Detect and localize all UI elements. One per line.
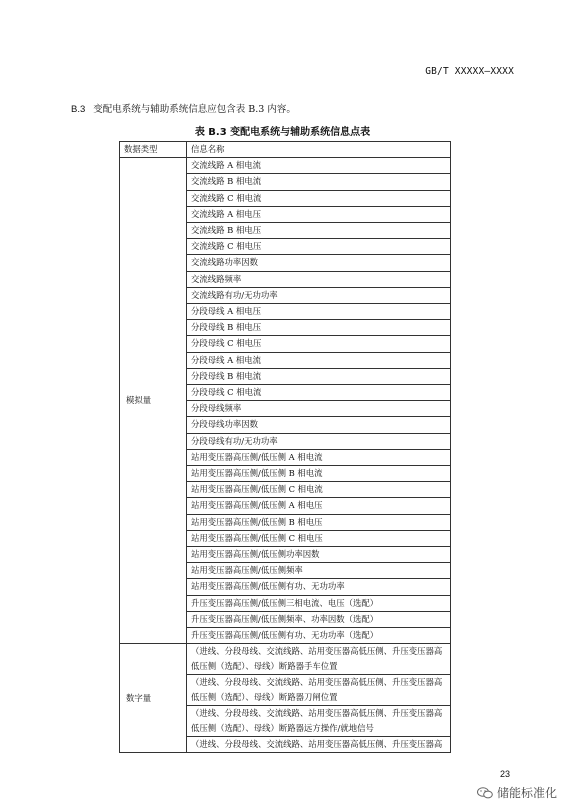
wechat-icon (477, 787, 493, 799)
table-title: 表 B.3 变配电系统与辅助系统信息点表 (194, 127, 371, 138)
info-name-cell: 交流线路 C 相电流 (187, 190, 451, 206)
watermark (477, 784, 557, 801)
table-row (120, 158, 451, 174)
data-type-cell: 模拟量 (120, 158, 187, 644)
info-name-cell: 交流线路 C 相电压 (187, 239, 451, 255)
info-name-cell: 分段母线有功/无功功率 (187, 433, 451, 449)
info-name-cell: 升压变压器高压侧/低压侧频率、功率因数（选配） (187, 611, 451, 627)
info-name-cell: 交流线路频率 (187, 271, 451, 287)
info-name-cell: 交流线路 A 相电压 (187, 206, 451, 222)
page-number: 23 (499, 769, 510, 779)
watermark-text: 储能标准化 (496, 786, 557, 800)
info-name-cell: 升压变压器高压侧/低压侧有功、无功功率（选配） (187, 628, 451, 644)
info-name-cell: 分段母线 B 相电压 (187, 320, 451, 336)
clause-paragraph (71, 101, 296, 115)
info-name-cell: 分段母线功率因数 (187, 417, 451, 433)
info-point-table (119, 141, 451, 753)
info-name-cell: 站用变压器高压侧/低压侧 C 相电压 (187, 530, 451, 546)
info-name-cell: 交流线路 B 相电流 (187, 174, 451, 190)
info-name-cell: 站用变压器高压侧/低压侧有功、无功功率 (187, 579, 451, 595)
info-name-cell: 交流线路功率因数 (187, 255, 451, 271)
info-name-cell: 交流线路 A 相电流 (187, 158, 451, 174)
info-name-cell: 分段母线 C 相电流 (187, 385, 451, 401)
info-name-cell: 分段母线 A 相电流 (187, 352, 451, 368)
info-name-cell: 站用变压器高压侧/低压侧 A 相电压 (187, 498, 451, 514)
standard-number: GB/T XXXXX—XXXX (425, 66, 514, 77)
info-name-cell: （进线、分段母线、交流线路、站用变压器高低压侧、升压变压器高 (187, 737, 451, 753)
info-name-cell: （进线、分段母线、交流线路、站用变压器高低压侧、升压变压器高低压侧（选配）、母线）断路器远方操作/就地信号 (187, 706, 451, 737)
data-type-cell: 数字量 (120, 644, 187, 753)
info-name-cell: 站用变压器高压侧/低压侧 A 相电流 (187, 449, 451, 465)
info-name-cell: 升压变压器高压侧/低压侧三相电流、电压（选配） (187, 595, 451, 611)
info-name-cell: 站用变压器高压侧/低压侧频率 (187, 563, 451, 579)
info-name-cell: （进线、分段母线、交流线路、站用变压器高低压侧、升压变压器高低压侧（选配）、母线）断路器刀闸位置 (187, 675, 451, 706)
info-name-cell: 分段母线 B 相电流 (187, 368, 451, 384)
header-data-type: 数据类型 (120, 142, 187, 158)
table-row (120, 644, 451, 675)
info-name-cell: 站用变压器高压侧/低压侧 B 相电流 (187, 466, 451, 482)
info-name-cell: （进线、分段母线、交流线路、站用变压器高低压侧、升压变压器高低压侧（选配）、母线）断路器手车位置 (187, 644, 451, 675)
table-header-row (120, 142, 451, 158)
clause-number: B.3 (71, 104, 86, 115)
info-name-cell: 分段母线 A 相电压 (187, 304, 451, 320)
clause-text: 变配电系统与辅助系统信息应包含表 B.3 内容。 (93, 104, 296, 115)
info-name-cell: 交流线路有功/无功功率 (187, 287, 451, 303)
info-name-cell: 站用变压器高压侧/低压侧 B 相电压 (187, 514, 451, 530)
info-name-cell: 站用变压器高压侧/低压侧 C 相电流 (187, 482, 451, 498)
info-name-cell: 分段母线频率 (187, 401, 451, 417)
info-name-cell: 交流线路 B 相电压 (187, 223, 451, 239)
header-info-name: 信息名称 (187, 142, 451, 158)
info-name-cell: 站用变压器高压侧/低压侧功率因数 (187, 547, 451, 563)
info-name-cell: 分段母线 C 相电压 (187, 336, 451, 352)
